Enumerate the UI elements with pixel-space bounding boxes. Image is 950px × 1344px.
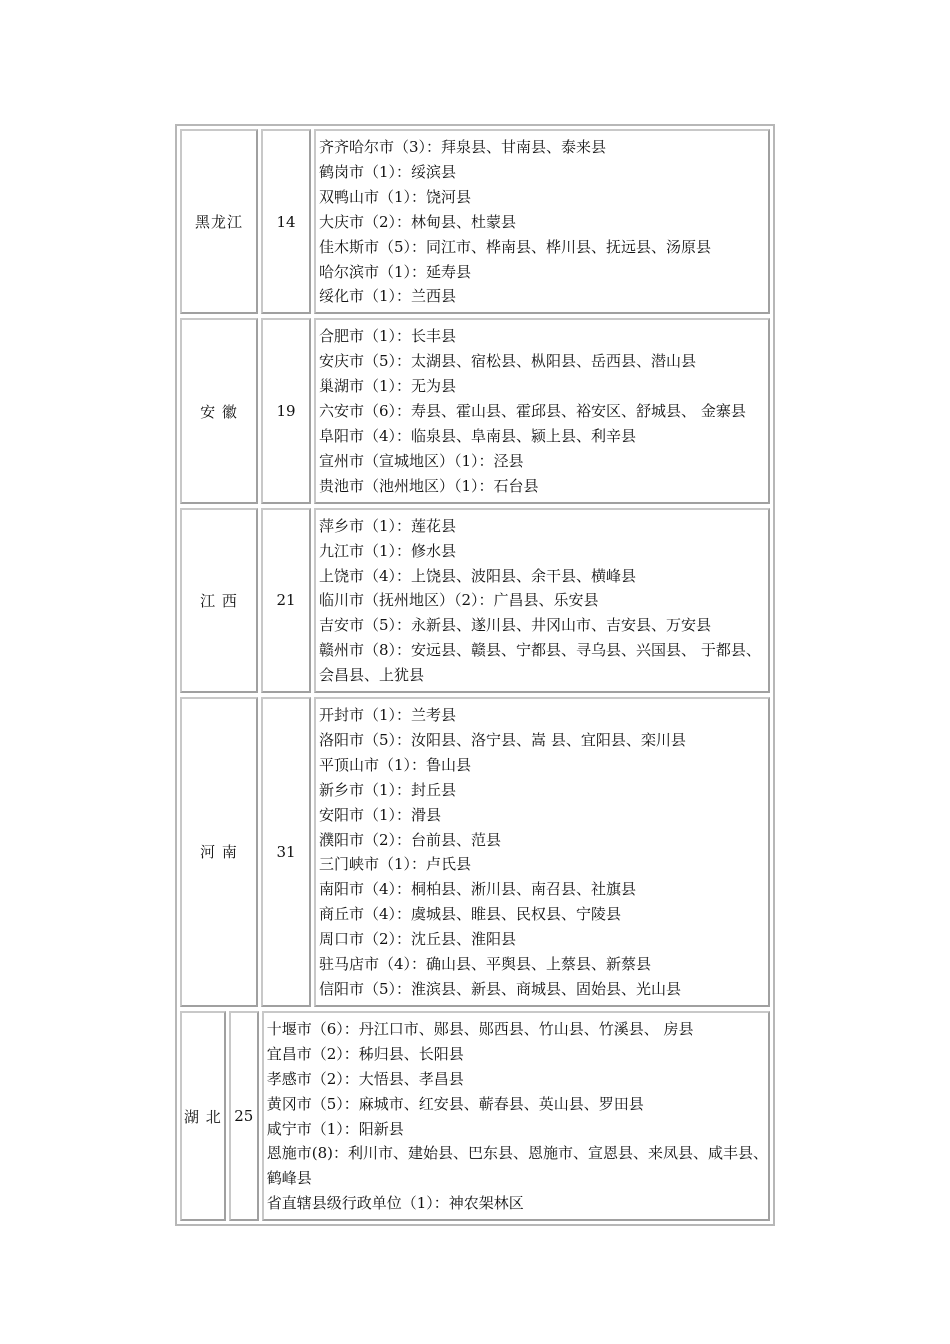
county-count-cell: 14 (261, 129, 311, 314)
county-list-line: 巢湖市（1）：无为县 (319, 377, 457, 396)
county-list-line: 阜阳市（4）：临泉县、阜南县、颍上县、利辛县 (319, 426, 637, 445)
province-cell: 江 西 (180, 508, 258, 693)
table-row (180, 697, 770, 1007)
county-count-cell: 21 (261, 508, 311, 693)
county-table (175, 124, 775, 1226)
county-count-cell: 19 (261, 318, 311, 503)
county-list-line: 平顶山市（1）：鲁山县 (319, 755, 472, 774)
province-cell: 安 徽 (180, 318, 258, 503)
province-cell: 河 南 (180, 697, 258, 1007)
county-list-line: 九江市（1）：修水县 (319, 541, 457, 560)
province-cell: 湖 北 (180, 1011, 226, 1221)
table-row (180, 129, 770, 314)
county-list-line: 大庆市（2）：林甸县、杜蒙县 (319, 212, 517, 231)
county-list-cell (314, 129, 770, 314)
table-row (180, 508, 770, 693)
county-list-line: 三门峡市（1）：卢氏县 (319, 855, 472, 874)
county-list-line: 合肥市（1）：长丰县 (319, 327, 457, 346)
county-list-cell (314, 508, 770, 693)
county-list-line: 新乡市（1）：封丘县 (319, 780, 457, 799)
county-list-line: 恩施市(8)：利川市、建始县、巴东县、恩施市、宣恩县、来凤县、咸丰县、 (266, 1144, 768, 1163)
table-row (180, 318, 770, 503)
county-list-line: 十堰市（6）：丹江口市、郧县、郧西县、竹山县、竹溪县、 房县 (266, 1019, 694, 1038)
table-row (180, 1011, 770, 1221)
county-count-cell: 25 (229, 1011, 259, 1221)
county-list-line: 双鸭山市（1）：饶河县 (319, 187, 472, 206)
county-list-line: 贵池市（池州地区）（1）：石台县 (319, 476, 539, 495)
county-list-line: 安阳市（1）：滑县 (319, 805, 442, 824)
county-count-cell: 31 (261, 697, 311, 1007)
county-list-line: 驻马店市（4）：确山县、平舆县、上蔡县、新蔡县 (319, 955, 652, 974)
county-list-cell (314, 697, 770, 1007)
county-list-line: 咸宁市（1）：阳新县 (266, 1119, 404, 1138)
county-list-line: 鹤峰县 (266, 1169, 312, 1188)
county-list-line: 安庆市（5）：太湖县、宿松县、枞阳县、岳西县、潜山县 (319, 352, 697, 371)
county-list-line: 会昌县、上犹县 (319, 666, 425, 685)
county-list-line: 开封市（1）：兰考县 (319, 706, 457, 725)
county-list-line: 上饶市（4）：上饶县、波阳县、余干县、横峰县 (319, 566, 637, 585)
county-list-line: 南阳市（4）：桐柏县、淅川县、南召县、社旗县 (319, 880, 637, 899)
county-list-line: 鹤岗市（1）：绥滨县 (319, 162, 457, 181)
county-list-line: 洛阳市（5）：汝阳县、洛宁县、嵩 县、宜阳县、栾川县 (319, 730, 686, 749)
county-list-line: 宣州市（宣城地区）（1）：泾县 (319, 451, 524, 470)
county-list-cell (262, 1011, 770, 1221)
county-list-line: 吉安市（5）：永新县、遂川县、井冈山市、吉安县、万安县 (319, 616, 712, 635)
county-list-line: 绥化市（1）：兰西县 (319, 287, 457, 306)
county-list-line: 齐齐哈尔市（3）：拜泉县、甘南县、泰来县 (319, 138, 607, 156)
county-list-line: 省直辖县级行政单位（1）：神农架林区 (266, 1194, 524, 1213)
county-list-line: 哈尔滨市（1）：延寿县 (319, 262, 472, 281)
county-list-line: 黄冈市（5）：麻城市、红安县、蕲春县、英山县、罗田县 (266, 1094, 644, 1113)
county-list-line: 萍乡市（1）：莲花县 (319, 516, 457, 535)
province-cell: 黑龙江 (180, 129, 258, 314)
county-list-line: 赣州市（8）：安远县、赣县、宁都县、寻乌县、兴国县、 于都县、 (319, 641, 761, 660)
county-list-line: 信阳市（5）：淮滨县、新县、商城县、固始县、光山县 (319, 980, 682, 998)
county-list-line: 濮阳市（2）：台前县、范县 (319, 830, 502, 849)
county-list-line: 佳木斯市（5）：同江市、桦南县、桦川县、抚远县、汤原县 (319, 237, 712, 256)
county-list-line: 六安市（6）：寿县、霍山县、霍邱县、裕安区、舒城县、 金寨县 (319, 402, 746, 421)
county-list-line: 孝感市（2）：大悟县、孝昌县 (266, 1069, 464, 1088)
county-list-cell (314, 318, 770, 503)
county-list-line: 周口市（2）：沈丘县、淮阳县 (319, 930, 517, 949)
county-list-line: 宜昌市（2）：秭归县、长阳县 (266, 1044, 464, 1063)
county-list-line: 临川市（抚州地区）（2）：广昌县、乐安县 (319, 591, 599, 610)
county-list-line: 商丘市（4）：虞城县、睢县、民权县、宁陵县 (319, 905, 622, 924)
